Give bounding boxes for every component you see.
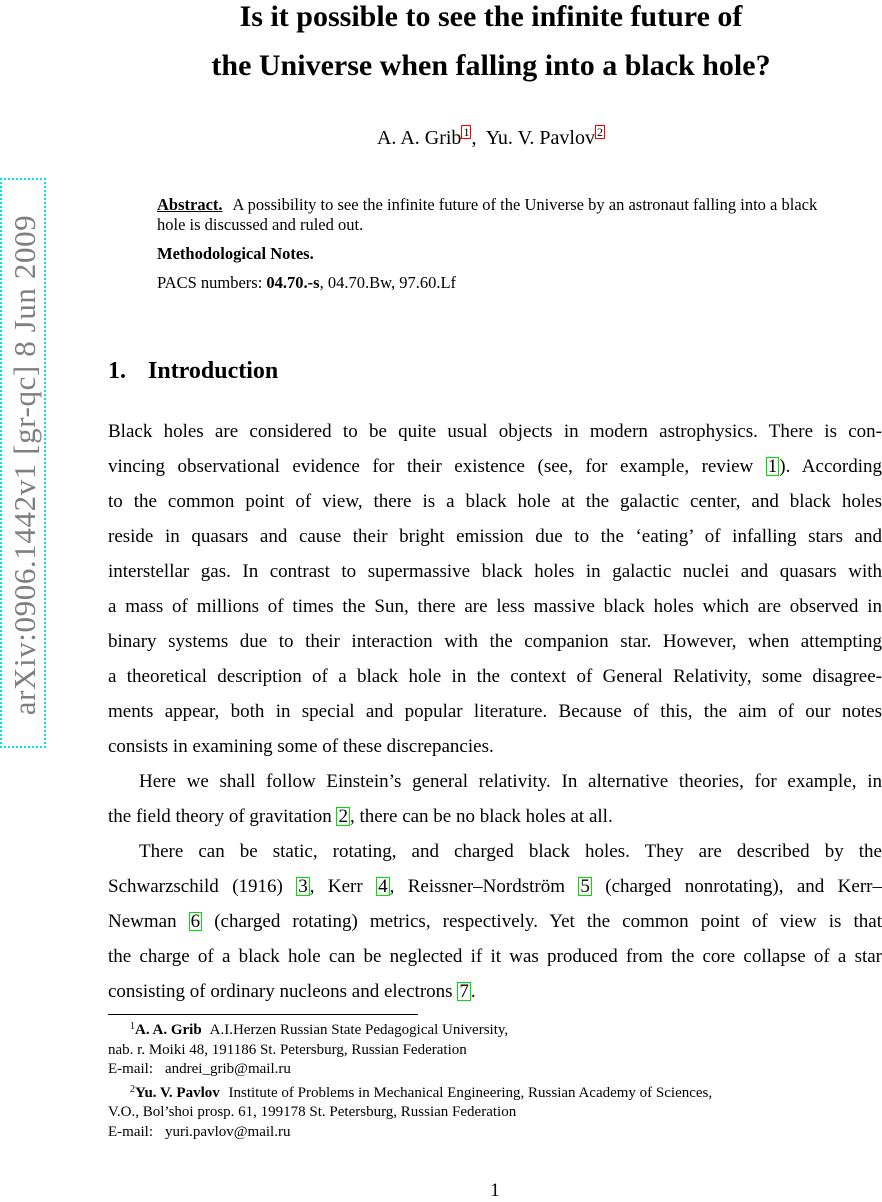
citation-link[interactable]: 7: [459, 981, 469, 1002]
section-title: Introduction: [148, 358, 279, 384]
arxiv-sidebar-stamp: [0, 178, 46, 748]
footnote-marker: 2: [130, 1083, 135, 1095]
footnotes: [108, 1017, 878, 1142]
text-line: There can be static, rotating, and charged black holes. They are described by the: [139, 841, 882, 862]
citation-link[interactable]: 3: [298, 876, 308, 897]
footnote-email: E-mail: andrei_grib@mail.ru: [108, 1061, 291, 1077]
abstract-block: [157, 195, 847, 293]
text-line: Black holes are considered to be quite usual objects in modern astrophysics. There is con-: [108, 421, 882, 442]
text-line: Schwarzschild (1916) 3 , Kerr 4 , Reissner–Nordström 5 (charged nonrotating), and Kerr–: [108, 876, 882, 897]
citation-link[interactable]: 6: [190, 911, 201, 932]
text-line: vincing observational evidence for their existence (see, for example, review 1 ). According: [108, 456, 882, 477]
footnote-rule: [108, 1014, 418, 1015]
text-line: binary systems due to their interaction with the companion star. However, when attempting: [108, 631, 882, 652]
text-line: consists in examining some of these discrepancies.: [108, 736, 494, 757]
footnote-2: $^2$Yu. V. Pavlov Institute of Problems in Mechanical Engineering, Russian Academy of Sciences,: [130, 1083, 713, 1101]
footnote-marker: 1: [130, 1021, 135, 1032]
author-list: [100, 125, 882, 150]
footnote-link[interactable]: 1: [463, 125, 470, 139]
footnote-link[interactable]: 2: [597, 125, 603, 139]
section-heading: [108, 358, 278, 385]
title-line-1: Is it possible to see the infinite future of: [239, 0, 743, 33]
citation-link[interactable]: 5: [580, 876, 590, 897]
abstract-label: Abstract.: [157, 195, 223, 214]
author-separator: ,: [471, 127, 486, 149]
author-name: A. A. Grib: [376, 127, 462, 149]
pacs-label: PACS numbers:: [157, 273, 263, 292]
email-link[interactable]: yuri.pavlov@mail.ru: [165, 1123, 291, 1140]
citation-link[interactable]: 2: [338, 806, 348, 827]
body-text: [108, 414, 882, 1009]
methodological-notes: Methodological Notes.: [157, 244, 314, 263]
text-line: the charge of a black hole can be neglected if it was produced from the core collapse of a star: [108, 946, 882, 967]
pacs-numbers: [157, 273, 847, 293]
abstract-text: A possibility to see the infinite future of the Universe by an astronaut falling into a black hole is discussed and ruled out.: [157, 195, 818, 234]
footnote-line: nab. r. Moiki 48, 191186 St. Petersburg, Russian Federation: [108, 1041, 467, 1058]
email-link[interactable]: andrei_grib@mail.ru: [165, 1061, 291, 1077]
author-name: Yu. V. Pavlov: [485, 127, 595, 149]
text-line: reside in quasars and cause their bright emission due to the ‘eating’ of infalling stars and: [108, 526, 882, 547]
footnote-line: V.O., Bol’shoi prosp. 61, 199178 St. Petersburg, Russian Federation: [108, 1104, 517, 1120]
text-line: a mass of millions of times the Sun, there are less massive black holes which are observed in: [108, 596, 882, 617]
abstract: [157, 195, 847, 235]
text-line: interstellar gas. In contrast to supermassive black holes in galactic nuclei and quasars with: [108, 561, 882, 582]
section-number: 1.: [108, 358, 126, 384]
text-line: ments appear, both in special and popular literature. Because of this, the aim of our notes: [108, 701, 882, 722]
text-line: a theoretical description of a black hole in the context of General Relativity, some disagree-: [108, 666, 882, 687]
paper-title: [100, 0, 882, 90]
text-line: Newman 6 (charged rotating) metrics, respectively. Yet the common point of view is that: [108, 911, 882, 932]
text-line: Here we shall follow Einstein’s general relativity. In alternative theories, for example, in: [139, 771, 882, 792]
title-line-2: the Universe when falling into a black hole?: [211, 49, 771, 82]
pacs-primary: 04.70.-s: [266, 273, 320, 292]
citation-link[interactable]: 4: [378, 876, 388, 897]
arxiv-identifier: arXiv:0906.1442v1 [gr-qc] 8 Jun 2009: [7, 214, 42, 716]
page-number: 1: [490, 1180, 500, 1201]
pacs-secondary: , 04.70.Bw, 97.60.Lf: [319, 273, 457, 292]
footnote-1: $^1$A. A. Grib A.I.Herzen Russian State Pedagogical University,: [130, 1021, 509, 1038]
text-line: consisting of ordinary nucleons and electrons 7 .: [108, 981, 476, 1002]
text-line: to the common point of view, there is a black hole at the galactic center, and black holes: [108, 491, 882, 512]
citation-link[interactable]: 1: [767, 456, 778, 477]
footnote-email: E-mail: yuri.pavlov@mail.ru: [108, 1123, 291, 1140]
footnote-author: Yu. V. Pavlov: [135, 1084, 220, 1101]
text-line: the field theory of gravitation 2 , there can be no black holes at all.: [108, 806, 613, 827]
footnote-author: A. A. Grib: [135, 1022, 202, 1038]
